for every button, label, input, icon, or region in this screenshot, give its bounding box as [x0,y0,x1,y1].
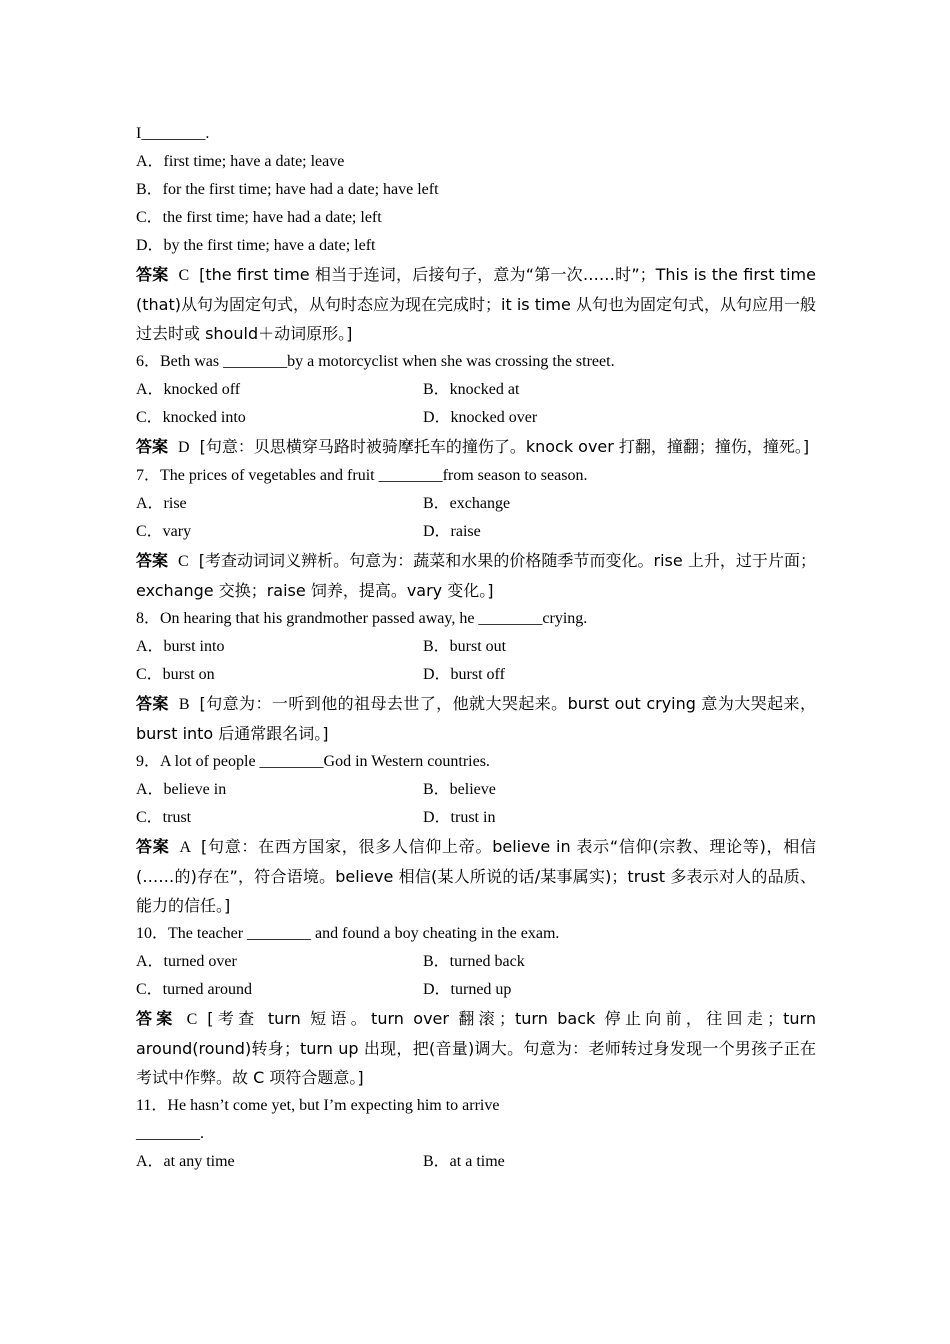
q5-option-b: B．for the first time; have had a date; have left [136,181,439,198]
q8-option-c: C．burst on [136,666,215,683]
answer-label: 答案 [136,265,169,284]
q6-options-row-1 [136,376,816,404]
answer-explanation: [句意：在西方国家，很多人信仰上帝。believe in 表示“信仰(宗教、理论等)，相信(……的)存在”，符合语境。believe 相信(某人所说的话/某事属实)；trust 多表示对人的品质、能力的信任。] [136,837,816,915]
answer-explanation: [句意：贝思横穿马路时被骑摩托车的撞伤了。knock over 打翻，撞翻；撞伤，撞死。] [199,437,810,456]
answer-explanation: [the first time 相当于连词，后接句子，意为“第一次……时”；This is the first time (that)从句为固定句式，从句时态应为现在完成时；it is time 从句也为固定句式，从句应用一般过去时或 should＋动词原形。] [136,265,816,343]
answer-key: A [179,839,192,856]
q7-option-d: D．raise [423,523,481,540]
q7-options-row-2 [136,518,816,546]
q9-answer [136,832,816,920]
q7-stem: 7．The prices of vegetables and fruit ________from season to season. [136,467,588,484]
q10-options-row-1 [136,948,816,976]
q8-stem: 8．On hearing that his grandmother passed away, he ________crying. [136,610,588,627]
answer-label: 答案 [136,437,169,456]
answer-key: C [186,1011,198,1028]
answer-key: C [178,267,190,284]
q6-option-c: C．knocked into [136,409,246,426]
q9-stem: 9．A lot of people ________God in Western countries. [136,753,490,770]
q6-option-d: D．knocked over [423,409,538,426]
document-page [136,120,816,1176]
q6-options-row-2 [136,404,816,432]
q9-option-c: C．trust [136,809,192,826]
q11-blank: ________. [136,1125,204,1142]
q8-options-row-2 [136,661,816,689]
q6-option-a: A．knocked off [136,381,241,398]
q7-option-c: C．vary [136,523,192,540]
q8-answer [136,689,816,748]
q8-option-d: D．burst off [423,666,505,683]
q11-stem: 11．He hasn’t come yet, but I’m expecting him to arrive [136,1097,500,1114]
q10-option-d: D．turned up [423,981,512,998]
q10-stem: 10．The teacher ________ and found a boy cheating in the exam. [136,925,560,942]
q10-option-c: C．turned around [136,981,252,998]
q11-options-row-1 [136,1148,816,1176]
q7-option-a: A．rise [136,495,187,512]
answer-key: D [178,439,190,456]
q10-option-b: B．turned back [423,953,525,970]
q5-answer [136,260,816,348]
q8-options-row-1 [136,633,816,661]
answer-key: B [178,696,190,713]
q10-options-row-2 [136,976,816,1004]
q6-answer [136,432,816,462]
q9-options-row-2 [136,804,816,832]
q5-option-d: D．by the first time; have a date; left [136,237,376,254]
q11-option-b: B．at a time [423,1153,505,1170]
q10-option-a: A．turned over [136,953,237,970]
answer-explanation: [句意为：一听到他的祖母去世了，他就大哭起来。burst out crying 意为大哭起来，burst into 后通常跟名词。] [136,694,816,743]
q6-stem: 6．Beth was ________by a motorcyclist when she was crossing the street. [136,353,615,370]
q5-option-c: C．the first time; have had a date; left [136,209,382,226]
answer-explanation: [考查动词词义辨析。句意为：蔬菜和水果的价格随季节而变化。rise 上升，过于片面；exchange 交换；raise 饲养，提高。vary 变化。] [136,551,816,600]
q9-option-b: B．believe [423,781,496,798]
q8-option-a: A．burst into [136,638,225,655]
q9-option-d: D．trust in [423,809,496,826]
q6-option-b: B．knocked at [423,381,520,398]
q9-option-a: A．believe in [136,781,227,798]
q8-option-b: B．burst out [423,638,507,655]
q7-option-b: B．exchange [423,495,511,512]
answer-label: 答案 [136,551,169,570]
q5-option-a: A．first time; have a date; leave [136,153,345,170]
answer-label: 答案 [136,694,169,713]
q7-options-row-1 [136,490,816,518]
q11-option-a: A．at any time [136,1153,235,1170]
q7-answer [136,546,816,605]
answer-key: C [178,553,189,570]
q9-options-row-1 [136,776,816,804]
answer-label: 答案 [136,837,170,856]
q5-stem-tail: I________. [136,125,210,142]
answer-explanation: [考查 turn 短语。turn over 翻滚；turn back 停止向前，往回走；turn around(round)转身；turn up 出现，把(音量)调大。句意为：老师转过身发现一个男孩子正在考试中作弊。故 C 项符合题意。] [136,1009,816,1087]
answer-label: 答案 [136,1009,177,1028]
q10-answer [136,1004,816,1092]
